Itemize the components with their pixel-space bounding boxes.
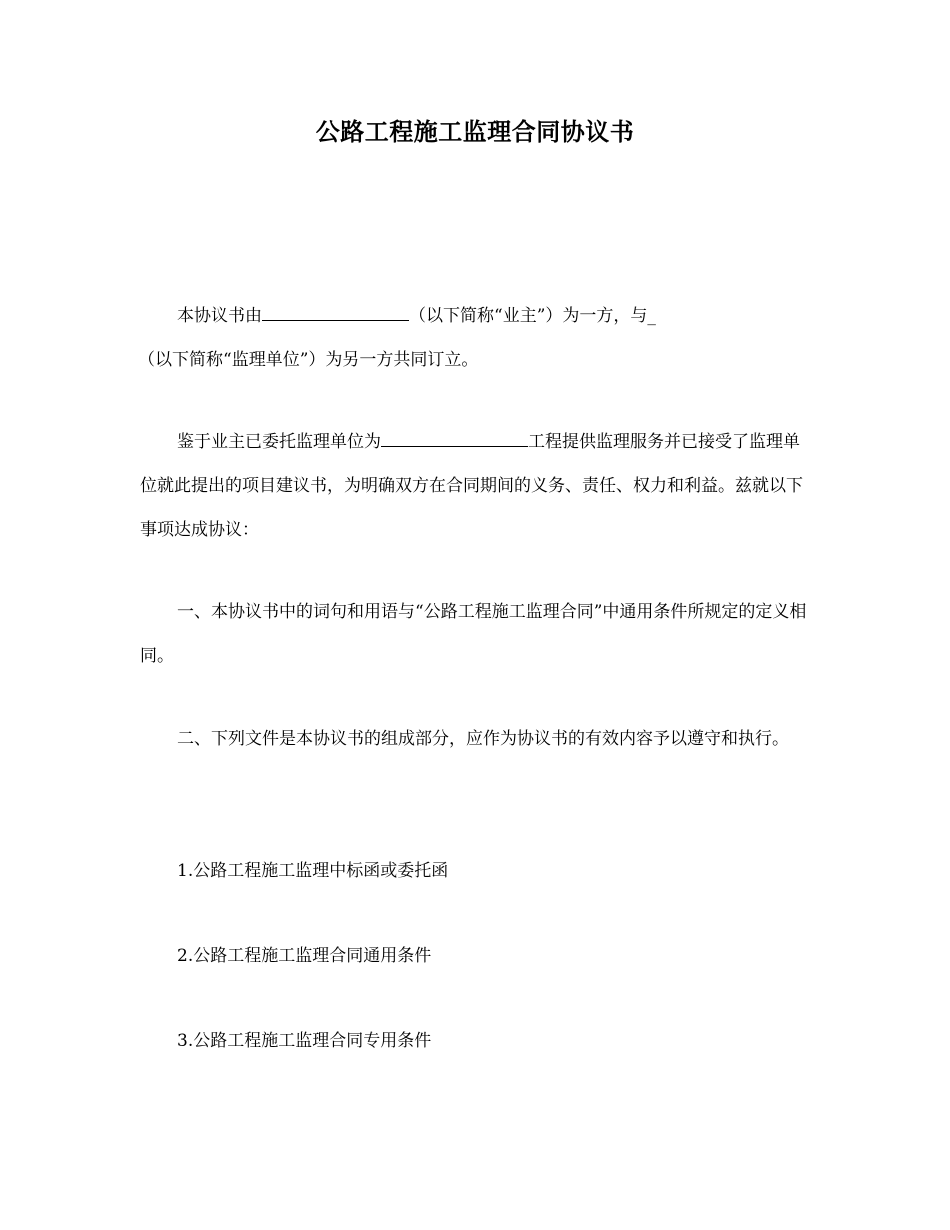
whereas-text-b: 工程提供监理服务并已接受了监理单位就此提出的项目建议书，为明确双方在合同期间的义务、责任、权力和利益。兹就以下事项达成协议： [140,432,803,540]
paragraph-clause-2: 二、下列文件是本协议书的组成部分，应作为协议书的有效内容予以遵守和执行。 [177,729,789,749]
paragraph-whereas [140,420,815,552]
paragraph-clause-1: 一、本协议书中的词句和用语与“公路工程施工监理合同”中通用条件所规定的定义相同。 [140,602,807,666]
parties-text-b: （以下简称“业主”）为一方，与_ [409,306,656,326]
list-item: 1.公路工程施工监理中标函或委托函 [177,861,449,881]
owner-name-blank [262,300,409,321]
paragraph-parties-line1 [140,294,815,338]
project-name-blank [381,426,528,447]
paragraph-parties [140,294,815,382]
parties-text-a: 本协议书由 [177,306,262,326]
list-item: 2.公路工程施工监理合同通用条件 [177,946,432,966]
paragraph-parties-line2: （以下简称“监理单位”）为另一方共同订立。 [138,350,479,370]
list-item: 3.公路工程施工监理合同专用条件 [177,1031,432,1051]
document-title: 公路工程施工监理合同协议书 [315,118,635,146]
whereas-text-a: 鉴于业主已委托监理单位为 [177,432,381,452]
